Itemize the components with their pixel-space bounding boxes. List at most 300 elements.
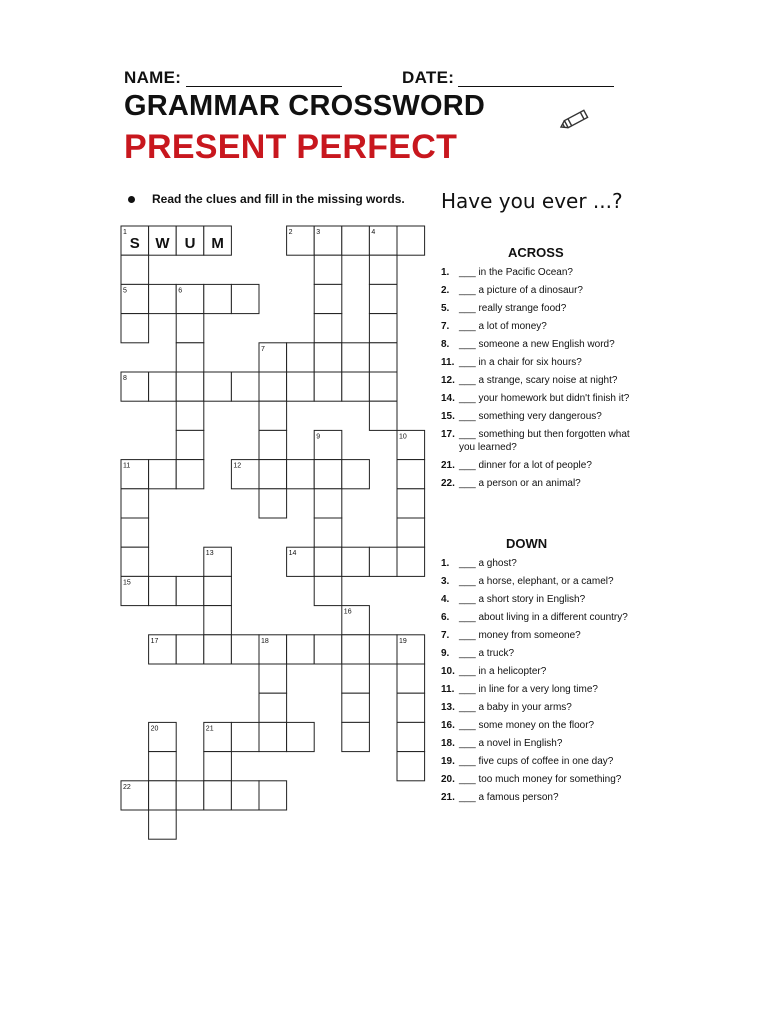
clue-number: 1. (441, 558, 450, 569)
grid-cell[interactable] (149, 810, 177, 839)
cell-number: 13 (205, 550, 214, 558)
grid-cell[interactable] (121, 781, 149, 810)
clue-text: ___ a short story in English? (459, 594, 586, 605)
clue-text: ___ something very dangerous? (459, 411, 602, 422)
grid-cell[interactable] (369, 547, 397, 576)
clue-text: ___ your homework but didn't finish it? (459, 393, 630, 404)
cell-box[interactable] (287, 722, 315, 751)
grid-cell[interactable] (397, 752, 425, 781)
clue-number: 7. (441, 630, 450, 641)
cell-box[interactable] (121, 255, 149, 284)
grid-cell[interactable] (149, 460, 177, 489)
grid-cell[interactable] (342, 635, 370, 664)
cell-box[interactable] (342, 547, 370, 576)
clue-text: ___ someone a new English word? (459, 339, 615, 350)
grid-cell[interactable] (342, 664, 370, 693)
grid-cell[interactable] (287, 547, 315, 576)
grid-cell[interactable] (204, 226, 232, 255)
grid-cell[interactable] (149, 722, 177, 751)
cell-number: 12 (233, 462, 242, 470)
grid-cell[interactable] (314, 576, 342, 605)
grid-cell[interactable] (149, 752, 177, 781)
down-heading: DOWN (506, 536, 548, 551)
grid-cell[interactable] (314, 489, 342, 518)
grid-cell[interactable] (259, 372, 287, 401)
grid-cell[interactable] (314, 518, 342, 547)
grid-cell[interactable] (204, 284, 232, 313)
cell-box[interactable] (204, 372, 232, 401)
grid-cell[interactable] (342, 372, 370, 401)
clue-text: ___ about living in a different country? (459, 612, 628, 623)
grid-cell[interactable] (259, 430, 287, 459)
grid-cell[interactable] (176, 372, 204, 401)
clue-number: 9. (441, 648, 450, 659)
grid-cell[interactable] (342, 226, 370, 255)
grid-cell[interactable] (259, 343, 287, 372)
cell-box[interactable] (121, 518, 149, 547)
clue-number: 14. (441, 393, 455, 404)
across-clue (441, 338, 641, 351)
cell-box[interactable] (369, 401, 397, 430)
grid-cell[interactable] (287, 226, 315, 255)
clue-number: 5. (441, 303, 450, 314)
grid-cell[interactable] (397, 693, 425, 722)
cell-box[interactable] (231, 781, 259, 810)
down-clue (441, 575, 641, 588)
cell-number: 16 (343, 608, 352, 616)
clue-number: 21. (441, 792, 455, 803)
cell-box[interactable] (342, 372, 370, 401)
down-clue (441, 773, 641, 786)
down-clue-list (441, 557, 641, 809)
down-clue (441, 611, 641, 624)
cell-number: 7 (261, 345, 265, 353)
tagline-text: Have you ever ...? (441, 189, 623, 213)
grid-cell[interactable] (259, 401, 287, 430)
grid-cell[interactable] (397, 547, 425, 576)
grid-cell[interactable] (176, 635, 204, 664)
cell-box[interactable] (259, 664, 287, 693)
grid-cell[interactable] (231, 284, 259, 313)
clue-text: ___ money from someone? (459, 630, 581, 641)
cell-box[interactable] (369, 635, 397, 664)
across-clue (441, 266, 641, 279)
grid-cell[interactable] (231, 372, 259, 401)
grid-cell[interactable] (342, 693, 370, 722)
cell-box[interactable] (176, 401, 204, 430)
clue-text: ___ too much money for something? (459, 774, 622, 785)
cell-box[interactable] (342, 635, 370, 664)
cell-number: 17 (150, 637, 159, 645)
grid-cell[interactable] (259, 635, 287, 664)
cell-box[interactable] (149, 810, 177, 839)
grid-cell[interactable] (121, 576, 149, 605)
cell-box[interactable] (314, 343, 342, 372)
cell-box[interactable] (397, 693, 425, 722)
clue-text: ___ something but then forgotten what you learned? (459, 429, 630, 453)
grid-cell[interactable] (397, 635, 425, 664)
cell-box[interactable] (314, 314, 342, 343)
clue-number: 2. (441, 285, 450, 296)
clue-text: ___ a person or an animal? (459, 478, 581, 489)
across-clue (441, 428, 641, 454)
clue-text: ___ a famous person? (459, 792, 559, 803)
grid-cell[interactable] (397, 489, 425, 518)
grid-cell[interactable] (342, 722, 370, 751)
cell-box[interactable] (259, 722, 287, 751)
cell-box[interactable] (176, 372, 204, 401)
grid-cell[interactable] (369, 314, 397, 343)
cell-number: 18 (261, 637, 269, 645)
grid-cell[interactable] (314, 343, 342, 372)
cell-letter: W (155, 235, 170, 253)
cell-box[interactable] (342, 460, 370, 489)
clue-number: 10. (441, 666, 455, 677)
cell-box[interactable] (287, 635, 315, 664)
grid-cell[interactable] (397, 430, 425, 459)
cell-box[interactable] (149, 752, 177, 781)
grid-cell[interactable] (314, 255, 342, 284)
down-clue (441, 629, 641, 642)
grid-cell[interactable] (287, 343, 315, 372)
cell-box[interactable] (149, 781, 177, 810)
grid-cell[interactable] (342, 343, 370, 372)
cell-box[interactable] (314, 518, 342, 547)
clue-text: ___ a novel in English? (459, 738, 563, 749)
cell-box[interactable] (259, 460, 287, 489)
cell-number: 9 (316, 433, 321, 441)
cell-box[interactable] (259, 372, 287, 401)
grid-cell[interactable] (342, 460, 370, 489)
cell-box[interactable] (314, 284, 342, 313)
cell-box[interactable] (149, 460, 177, 489)
grid-cell[interactable] (231, 722, 259, 751)
down-clue (441, 719, 641, 732)
grid-cell[interactable] (121, 255, 149, 284)
cell-box[interactable] (204, 576, 232, 605)
clue-number: 15. (441, 411, 455, 422)
grid-cell[interactable] (121, 460, 149, 489)
grid-cell[interactable] (204, 752, 232, 781)
cell-number: 20 (150, 725, 159, 733)
cell-box[interactable] (231, 372, 259, 401)
grid-cell[interactable] (259, 664, 287, 693)
clue-number: 8. (441, 339, 450, 350)
cell-box[interactable] (149, 372, 177, 401)
cell-box[interactable] (259, 693, 287, 722)
grid-cell[interactable] (287, 460, 315, 489)
cell-box[interactable] (369, 255, 397, 284)
cell-box[interactable] (314, 547, 342, 576)
cell-box[interactable] (369, 372, 397, 401)
cell-box[interactable] (204, 606, 232, 635)
clue-text: ___ really strange food? (459, 303, 567, 314)
grid-cell[interactable] (149, 372, 177, 401)
clue-text: ___ in line for a very long time? (459, 684, 598, 695)
clue-text: ___ a baby in your arms? (459, 702, 572, 713)
grid-cell[interactable] (397, 226, 425, 255)
grid-cell[interactable] (342, 606, 370, 635)
cell-box[interactable] (149, 576, 177, 605)
clue-number: 12. (441, 375, 455, 386)
cell-box[interactable] (287, 372, 315, 401)
cell-box[interactable] (314, 372, 342, 401)
cell-box[interactable] (369, 284, 397, 313)
grid-cell[interactable] (314, 460, 342, 489)
grid-cell[interactable] (121, 372, 149, 401)
down-clue (441, 593, 641, 606)
grid-cell[interactable] (259, 781, 287, 810)
clue-text: ___ a truck? (459, 648, 515, 659)
cell-box[interactable] (369, 547, 397, 576)
cell-box[interactable] (121, 547, 149, 576)
cell-box[interactable] (397, 752, 425, 781)
grid-cell[interactable] (121, 547, 149, 576)
down-clue (441, 647, 641, 660)
cell-box[interactable] (369, 343, 397, 372)
cell-number: 1 (123, 229, 127, 236)
clue-text: ___ in the Pacific Ocean? (459, 267, 573, 278)
cell-box[interactable] (204, 752, 232, 781)
cell-box[interactable] (397, 460, 425, 489)
grid-cell[interactable] (369, 284, 397, 313)
grid-cell[interactable] (176, 460, 204, 489)
clue-number: 17. (441, 429, 455, 440)
cell-number: 11 (123, 462, 131, 470)
down-clue (441, 665, 641, 678)
cell-number: 8 (123, 375, 127, 382)
clue-number: 6. (441, 612, 450, 623)
cell-box[interactable] (314, 635, 342, 664)
across-clue (441, 302, 641, 315)
across-clue (441, 410, 641, 423)
clue-number: 21. (441, 460, 455, 471)
cell-box[interactable] (259, 430, 287, 459)
grid-cell[interactable] (314, 547, 342, 576)
cell-box[interactable] (231, 635, 259, 664)
cell-box[interactable] (287, 343, 315, 372)
grid-cell[interactable] (369, 255, 397, 284)
cell-box[interactable] (149, 284, 177, 313)
clue-number: 3. (441, 576, 450, 587)
instructions-text: Read the clues and fill in the missing words. (152, 192, 405, 206)
grid-cell[interactable] (397, 722, 425, 751)
cell-box[interactable] (176, 343, 204, 372)
across-heading: ACROSS (508, 245, 564, 260)
clue-number: 22. (441, 478, 455, 489)
clue-text: ___ a picture of a dinosaur? (459, 285, 583, 296)
cell-number: 10 (399, 433, 407, 441)
down-clue (441, 791, 641, 804)
clue-number: 19. (441, 756, 455, 767)
cell-box[interactable] (314, 255, 342, 284)
across-clue-list (441, 266, 641, 495)
grid-cell[interactable] (204, 606, 232, 635)
grid-cell[interactable] (176, 284, 204, 313)
clue-number: 11. (441, 357, 455, 368)
grid-cell[interactable] (259, 722, 287, 751)
cell-box[interactable] (176, 781, 204, 810)
grid-cell[interactable] (149, 226, 177, 255)
cell-box[interactable] (204, 781, 232, 810)
grid-cell[interactable] (176, 781, 204, 810)
cell-box[interactable] (342, 226, 370, 255)
across-clue (441, 374, 641, 387)
cell-box[interactable] (259, 489, 287, 518)
cell-letter: M (211, 235, 224, 253)
grid-cell[interactable] (231, 635, 259, 664)
grid-cell[interactable] (314, 226, 342, 255)
clue-text: ___ a horse, elephant, or a camel? (459, 576, 614, 587)
grid-cell[interactable] (176, 314, 204, 343)
cell-box[interactable] (314, 489, 342, 518)
grid-cell[interactable] (176, 430, 204, 459)
cell-box[interactable] (176, 460, 204, 489)
cell-box[interactable] (204, 635, 232, 664)
cell-box[interactable] (342, 722, 370, 751)
cell-number: 21 (205, 725, 214, 733)
across-clue (441, 392, 641, 405)
cell-box[interactable] (176, 576, 204, 605)
down-clue (441, 755, 641, 768)
clue-text: ___ a lot of money? (459, 321, 547, 332)
cell-box[interactable] (397, 547, 425, 576)
grid-cell[interactable] (314, 372, 342, 401)
across-clue (441, 459, 641, 472)
grid-cell[interactable] (176, 401, 204, 430)
clue-number: 20. (441, 774, 455, 785)
cell-letter: S (129, 235, 140, 253)
cell-box[interactable] (397, 664, 425, 693)
cell-box[interactable] (121, 489, 149, 518)
cell-box[interactable] (342, 693, 370, 722)
clue-text: ___ five cups of coffee in one day? (459, 756, 614, 767)
cell-number: 15 (123, 579, 131, 587)
worksheet-subtitle: PRESENT PERFECT (124, 128, 458, 166)
grid-cell[interactable] (259, 693, 287, 722)
grid-cell[interactable] (176, 576, 204, 605)
grid-cell[interactable] (149, 576, 177, 605)
grid-cell[interactable] (121, 314, 149, 343)
cell-number: 5 (123, 287, 127, 295)
grid-cell[interactable] (121, 284, 149, 313)
grid-cell[interactable] (231, 460, 259, 489)
cell-box[interactable] (259, 781, 287, 810)
clue-number: 13. (441, 702, 455, 713)
grid-cell[interactable] (204, 722, 232, 751)
grid-cell[interactable] (314, 430, 342, 459)
cell-box[interactable] (287, 460, 315, 489)
grid-cell[interactable] (287, 722, 315, 751)
clue-number: 18. (441, 738, 455, 749)
clue-text: ___ in a chair for six hours? (459, 357, 582, 368)
down-clue (441, 557, 641, 570)
cell-box[interactable] (397, 518, 425, 547)
grid-cell[interactable] (204, 635, 232, 664)
cell-letter: U (184, 235, 196, 253)
cell-box[interactable] (176, 314, 204, 343)
cell-box[interactable] (176, 635, 204, 664)
clue-number: 11. (441, 684, 455, 695)
clue-text: ___ some money on the floor? (459, 720, 595, 731)
cell-box[interactable] (397, 226, 425, 255)
grid-cell[interactable] (204, 547, 232, 576)
grid-cell[interactable] (369, 372, 397, 401)
grid-cell[interactable] (121, 518, 149, 547)
cell-number: 3 (316, 229, 321, 236)
cell-box[interactable] (342, 664, 370, 693)
down-clue (441, 737, 641, 750)
clue-text: ___ dinner for a lot of people? (459, 460, 592, 471)
cell-number: 19 (399, 637, 407, 645)
cell-box[interactable] (342, 343, 370, 372)
cell-number: 14 (288, 550, 297, 558)
grid-cell[interactable] (369, 401, 397, 430)
date-label: DATE: (402, 68, 455, 87)
cell-box[interactable] (314, 576, 342, 605)
grid-cell[interactable] (397, 460, 425, 489)
grid-cell[interactable] (314, 314, 342, 343)
grid-cell[interactable] (121, 489, 149, 518)
grid-cell[interactable] (176, 343, 204, 372)
grid-cell[interactable] (149, 781, 177, 810)
grid-cell[interactable] (342, 547, 370, 576)
cell-number: 22 (123, 783, 131, 791)
grid-cell[interactable] (287, 372, 315, 401)
cell-box[interactable] (397, 489, 425, 518)
grid-cell[interactable] (231, 781, 259, 810)
grid-cell[interactable] (121, 226, 149, 255)
cell-box[interactable] (314, 460, 342, 489)
grid-cell[interactable] (149, 635, 177, 664)
worksheet-title: GRAMMAR CROSSWORD (124, 90, 486, 122)
grid-cell[interactable] (369, 226, 397, 255)
across-clue (441, 320, 641, 333)
grid-cell[interactable] (314, 284, 342, 313)
grid-cell[interactable] (149, 284, 177, 313)
cell-box[interactable] (176, 430, 204, 459)
grid-cell[interactable] (176, 226, 204, 255)
grid-cell[interactable] (259, 460, 287, 489)
cell-box[interactable] (259, 401, 287, 430)
cell-box[interactable] (121, 314, 149, 343)
grid-cell[interactable] (314, 635, 342, 664)
clue-number: 4. (441, 594, 450, 605)
across-clue (441, 356, 641, 369)
grid-cell[interactable] (287, 635, 315, 664)
clue-number: 16. (441, 720, 455, 731)
grid-cell[interactable] (397, 518, 425, 547)
grid-cell[interactable] (204, 372, 232, 401)
cell-box[interactable] (397, 722, 425, 751)
down-clue (441, 701, 641, 714)
grid-cell[interactable] (369, 635, 397, 664)
cell-box[interactable] (204, 284, 232, 313)
across-clue (441, 477, 641, 490)
grid-cell[interactable] (369, 343, 397, 372)
grid-cell[interactable] (204, 576, 232, 605)
cell-box[interactable] (231, 722, 259, 751)
grid-cell[interactable] (259, 489, 287, 518)
name-label: NAME: (124, 68, 182, 87)
grid-cell[interactable] (204, 781, 232, 810)
clue-text: ___ in a helicopter? (459, 666, 547, 677)
cell-box[interactable] (369, 314, 397, 343)
across-clue (441, 284, 641, 297)
grid-cell[interactable] (397, 664, 425, 693)
cell-box[interactable] (231, 284, 259, 313)
cell-number: 2 (288, 229, 293, 236)
